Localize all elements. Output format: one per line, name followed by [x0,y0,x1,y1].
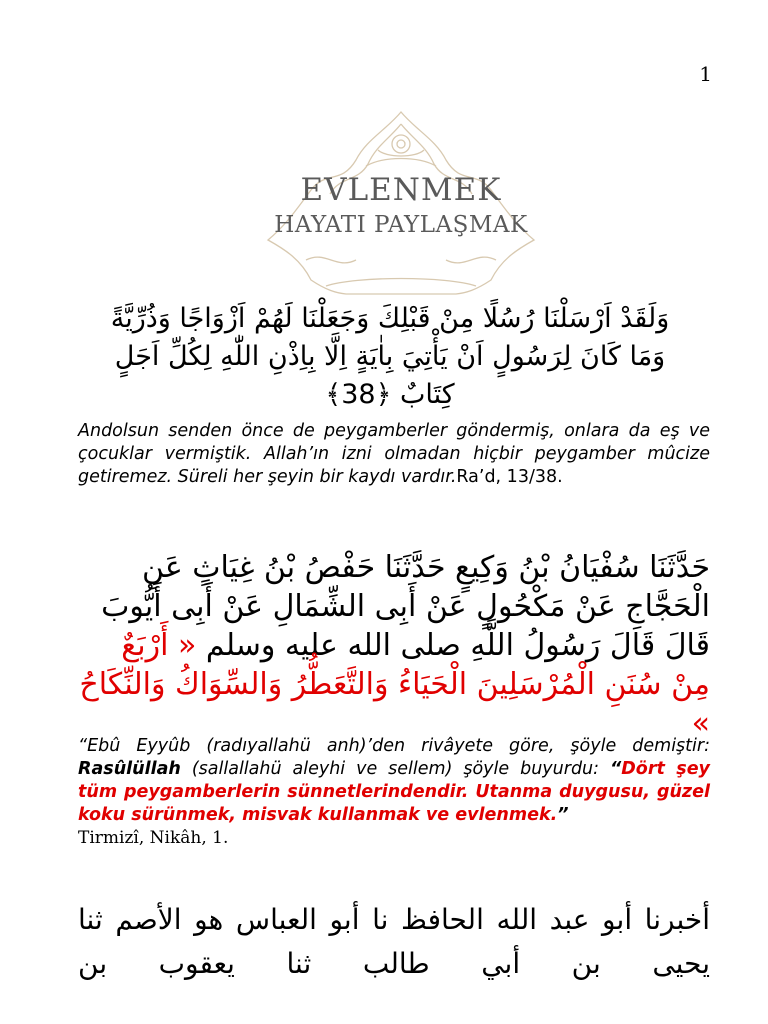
hadith-chain: حَدَّثَنَا سُفْيَانُ بْنُ وَكِيعٍ حَدَّثَنَا حَفْصُ بْنُ غِيَاثٍ عَنِ الْحَجَّاجِ عَنْ مَكْحُولٍ عَنْ أَبِى الشِّمَالِ عَنْ أَبِى أَيُّوبَ قَالَ قَالَ رَسُولُ اللَّهِ صلى الله عليه وسلم [101,550,710,663]
title-main: EVLENMEK [300,172,502,208]
verse-translation [78,420,710,489]
quran-verse [70,300,710,414]
verse-line: وَلَقَدْ اَرْسَلْنَا رُسُلًا مِنْ قَبْلِكَ وَجَعَلْنَا لَهُمْ اَزْوَاجًا وَذُرِّيَّةً [110,303,670,334]
explanation-salawat: (sallallahü aleyhi ve sellem) şöyle buyurdu: [191,759,600,779]
sanad-arabic: أخبرنا أبو عبد الله الحافظ نا أبو العباس هو الأصم ثنا يحيى بن أبي طالب ثنا يعقوب بن [78,903,710,980]
hadith-arabic [78,548,710,743]
title-subtitle: HAYATI PAYLAŞMAK [274,212,528,238]
hadith-quote: « أَرْبَعٌ مِنْ سُنَنِ الْمُرْسَلِينَ الْحَيَاءُ وَالتَّعَطُّرُ وَالسِّوَاكُ وَالنِّكَاحُ » [79,628,710,741]
verse-line: وَمَا كَانَ لِرَسُولٍ اَنْ يَأْتِيَ بِاٰيَةٍ اِلَّا بِاِذْنِ اللّٰهِ لِكُلِّ اَجَلٍ [114,341,666,372]
page-number: 1 [699,62,712,86]
explanation-prophet: Rasûlüllah [78,759,181,779]
hadith-translation [78,735,710,850]
explanation-intro: “Ebû Eyyûb (radıyallahü anh)’den rivâyete göre, şöyle demiştir: [78,736,710,756]
explanation-quote: Dört şey tüm peygamberlerin sünnetlerindendir. Utanma duygusu, güzel koku sürünmek, misvak kullanmak ve evlenmek. [78,759,710,825]
translation-text: Andolsun senden önce de peygamberler göndermiş, onlara da eş ve çocuklar vermiştik. Allah’ın izni olmadan hiçbir peygamber mûcize getiremez. Süreli her şeyin bir kaydı vardır. [78,421,710,487]
translation-source: Ra’d, 13/38. [456,467,563,487]
explanation-close-quote: ” [557,805,569,825]
explanation-source: Tirmizî, Nikâh, 1. [78,828,229,848]
explanation-open-quote: “ [609,759,622,779]
title-ornament [266,110,536,295]
verse-line: كِتَابٌ ﴿38﴾ [325,379,455,410]
